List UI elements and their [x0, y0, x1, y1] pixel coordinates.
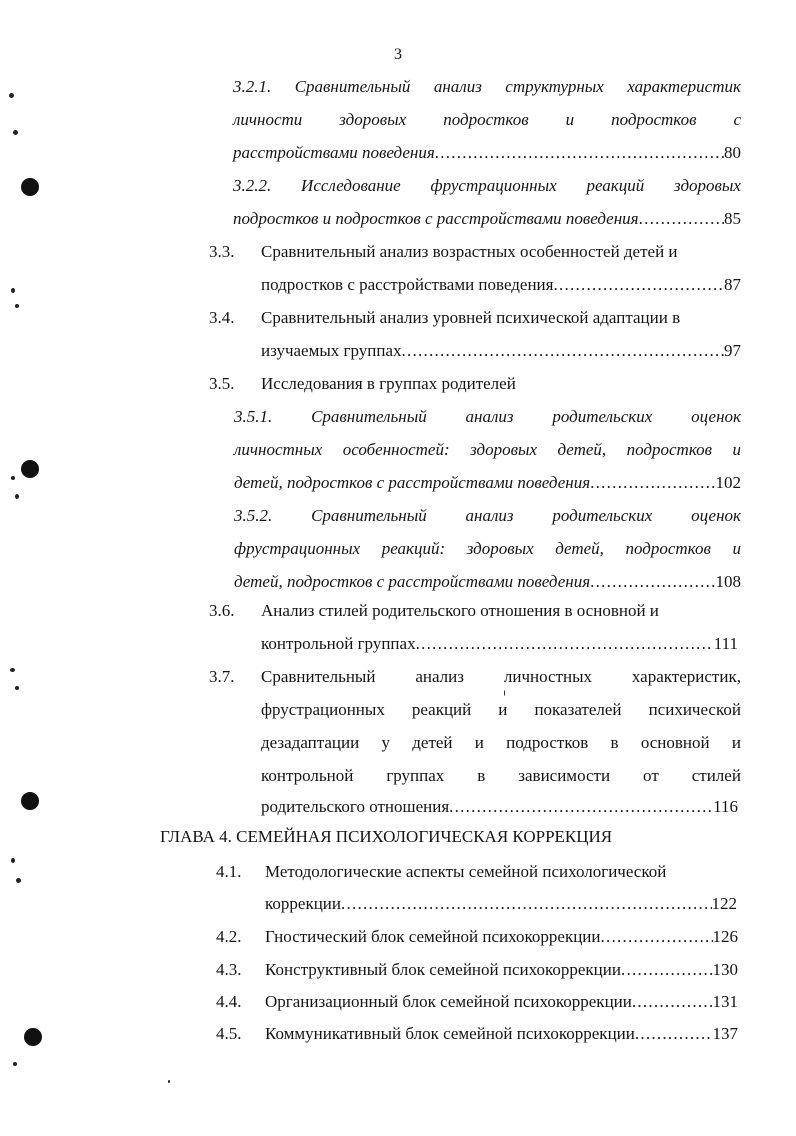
scan-speck — [11, 476, 15, 480]
toc-3-7-line-1: Сравнительный анализ личностных характеристик, — [261, 667, 741, 686]
toc-4-4-number: 4.4. — [216, 992, 242, 1011]
toc-page-ref: 116 — [713, 797, 738, 816]
toc-3-7-line-2: фрустрационных реакций и показателей психической — [261, 700, 741, 719]
toc-3-5-2-line-2: фрустрационных реакций: здоровых детей, подростков и — [234, 539, 741, 558]
chapter-4-heading: ГЛАВА 4. СЕМЕЙНАЯ ПСИХОЛОГИЧЕСКАЯ КОРРЕКЦИЯ — [160, 827, 613, 846]
toc-entry-title: подростков и подростков с расстройствами поведения — [233, 209, 639, 228]
scan-speck — [15, 494, 19, 499]
scan-speck — [9, 93, 14, 98]
dot-leader — [402, 340, 724, 362]
toc-entry-title: детей, подростков с расстройствами поведения — [234, 473, 591, 492]
toc-page-ref: 108 — [715, 572, 741, 591]
toc-3-5-number: 3.5. — [209, 374, 235, 393]
toc-4-2-number: 4.2. — [216, 927, 242, 946]
toc-page-ref: 85 — [724, 209, 741, 228]
punch-hole-mark — [21, 792, 39, 810]
dot-leader — [553, 274, 724, 296]
scan-speck — [504, 690, 505, 696]
toc-4-1-line-2 — [265, 893, 737, 915]
toc-4-2-line — [265, 926, 738, 948]
toc-3-5-1-line-2: личностных особенностей: здоровых детей, подростков и — [234, 440, 741, 459]
punch-hole-mark — [21, 460, 39, 478]
toc-3-3-number: 3.3. — [209, 242, 235, 261]
toc-4-4-line — [265, 991, 738, 1013]
toc-3-5-2-line-3 — [234, 571, 741, 593]
dot-leader — [621, 959, 713, 981]
punch-hole-mark — [21, 178, 39, 196]
toc-4-5-number: 4.5. — [216, 1024, 242, 1043]
page-number: 3 — [394, 46, 402, 63]
toc-3-6-number: 3.6. — [209, 601, 235, 620]
toc-entry-title: изучаемых группах — [261, 341, 402, 360]
toc-3-4-line-1: Сравнительный анализ уровней психической адаптации в — [261, 308, 681, 327]
toc-entry-title: расстройствами поведения — [233, 143, 435, 162]
toc-entry-title: Организационный блок семейной психокоррекции — [265, 992, 632, 1011]
toc-3-3-line-2 — [261, 274, 741, 296]
toc-entry-title: Конструктивный блок семейной психокоррекции — [265, 960, 621, 979]
scan-speck — [16, 878, 21, 883]
toc-page-ref: 80 — [724, 143, 741, 162]
toc-3-2-1-line-3 — [233, 142, 741, 164]
dot-leader — [416, 633, 714, 655]
toc-4-5-line — [265, 1023, 738, 1045]
toc-page-ref: 97 — [724, 341, 741, 360]
toc-4-1-number: 4.1. — [216, 862, 242, 881]
toc-3-2-1-line-2: личности здоровых подростков и подростков с — [233, 110, 741, 129]
toc-3-5-1-line-3 — [234, 472, 741, 494]
dot-leader — [341, 893, 712, 915]
scan-speck — [10, 668, 15, 672]
toc-page-ref: 111 — [713, 634, 738, 653]
toc-3-5-2-line-1: 3.5.2. Сравнительный анализ родительских оценок — [234, 506, 741, 525]
punch-hole-mark — [24, 1028, 42, 1046]
toc-3-7-line-3: дезадаптации у детей и подростков в основной и — [261, 733, 741, 752]
toc-entry-title: детей, подростков с расстройствами поведения — [234, 572, 591, 591]
scan-speck — [15, 686, 19, 690]
toc-entry-title: подростков с расстройствами поведения — [261, 275, 554, 294]
toc-page-ref: 131 — [712, 992, 738, 1011]
dot-leader — [590, 472, 715, 494]
toc-3-6-line-1: Анализ стилей родительского отношения в основной и — [261, 601, 659, 620]
toc-page-ref: 137 — [712, 1024, 738, 1043]
toc-entry-title: Гностический блок семейной психокоррекции — [265, 927, 601, 946]
scan-speck — [168, 1080, 170, 1083]
dot-leader — [435, 142, 724, 164]
toc-4-3-number: 4.3. — [216, 960, 242, 979]
dot-leader — [590, 571, 715, 593]
dot-leader — [449, 796, 713, 818]
dot-leader — [635, 1023, 713, 1045]
scan-speck — [15, 304, 19, 308]
toc-3-5-line-1: Исследования в группах родителей — [261, 374, 516, 393]
scan-speck — [11, 858, 15, 863]
toc-page-ref: 87 — [724, 275, 741, 294]
scan-speck — [11, 288, 15, 293]
toc-page-ref: 130 — [712, 960, 738, 979]
scan-speck — [13, 1062, 17, 1066]
toc-entry-title: коррекции — [265, 894, 341, 913]
dot-leader — [632, 991, 713, 1013]
toc-entry-title: Коммуникативный блок семейной психокоррекции — [265, 1024, 635, 1043]
toc-3-4-number: 3.4. — [209, 308, 235, 327]
toc-4-3-line — [265, 959, 738, 981]
toc-3-2-2-line-2 — [233, 208, 741, 230]
toc-entry-title: родительского отношения — [261, 797, 450, 816]
toc-3-2-2-line-1: 3.2.2. Исследование фрустрационных реакций здоровых — [233, 176, 741, 195]
toc-3-7-line-4: контрольной группах в зависимости от стилей — [261, 766, 741, 785]
toc-page-ref: 102 — [715, 473, 741, 492]
toc-3-7-number: 3.7. — [209, 667, 235, 686]
toc-4-1-line-1: Методологические аспекты семейной психологической — [265, 862, 667, 881]
toc-3-4-line-2 — [261, 340, 741, 362]
dot-leader — [639, 208, 724, 230]
toc-3-5-1-line-1: 3.5.1. Сравнительный анализ родительских оценок — [234, 407, 741, 426]
toc-3-2-1-line-1: 3.2.1. Сравнительный анализ структурных характеристик — [233, 77, 741, 96]
toc-page-ref: 126 — [712, 927, 738, 946]
toc-entry-title: контрольной группах — [261, 634, 416, 653]
toc-3-3-line-1: Сравнительный анализ возрастных особенностей детей и — [261, 242, 678, 261]
dot-leader — [601, 926, 713, 948]
scan-speck — [13, 130, 18, 135]
toc-3-7-line-5 — [261, 796, 738, 818]
toc-3-6-line-2 — [261, 633, 738, 655]
toc-page-ref: 122 — [711, 894, 737, 913]
